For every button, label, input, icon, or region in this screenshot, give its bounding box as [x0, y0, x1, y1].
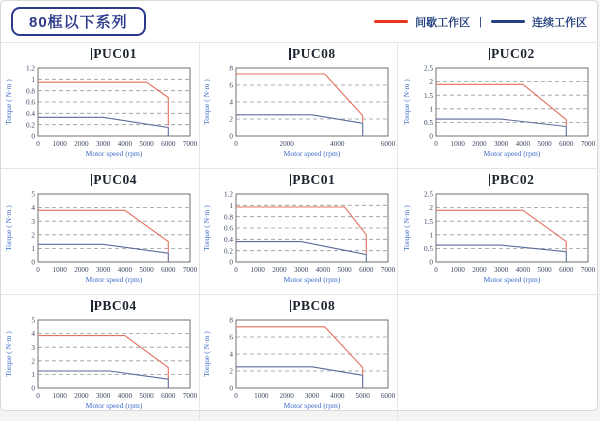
- svg-text:1000: 1000: [52, 392, 67, 400]
- series-title-badge: 80框以下系列: [11, 7, 146, 36]
- svg-text:Motor speed (rpm): Motor speed (rpm): [483, 275, 540, 284]
- svg-text:4000: 4000: [117, 392, 132, 400]
- svg-text:0.6: 0.6: [25, 98, 35, 107]
- svg-text:0.2: 0.2: [224, 247, 234, 256]
- svg-text:4: 4: [229, 350, 234, 359]
- svg-text:0: 0: [229, 258, 234, 267]
- svg-text:2: 2: [229, 367, 234, 376]
- svg-text:4000: 4000: [515, 266, 530, 274]
- svg-text:0: 0: [229, 384, 234, 393]
- svg-text:0.8: 0.8: [224, 213, 234, 222]
- svg-text:3000: 3000: [95, 266, 111, 274]
- svg-text:2.5: 2.5: [423, 64, 433, 73]
- chart-cell-pbc08: [200, 295, 399, 421]
- svg-text:6: 6: [229, 81, 234, 90]
- svg-text:1: 1: [31, 75, 35, 84]
- svg-text:2000: 2000: [74, 266, 89, 274]
- svg-text:1000: 1000: [254, 392, 270, 400]
- svg-text:5000: 5000: [355, 392, 371, 400]
- torque-speed-chart: [400, 188, 596, 294]
- svg-text:Motor speed (rpm): Motor speed (rpm): [284, 275, 341, 284]
- text-cursor: [91, 174, 93, 186]
- svg-text:1000: 1000: [450, 140, 465, 148]
- svg-text:Torque ( N·m ): Torque ( N·m ): [202, 205, 212, 251]
- svg-text:7000: 7000: [182, 392, 198, 400]
- intermittent-legend-label: 间歇工作区: [415, 16, 471, 29]
- svg-text:0.2: 0.2: [25, 121, 35, 130]
- svg-text:0: 0: [229, 132, 234, 141]
- svg-text:0.8: 0.8: [25, 87, 35, 96]
- svg-text:1000: 1000: [450, 266, 465, 274]
- chart-cell-puc01: [1, 43, 200, 169]
- legend-separator: |: [479, 15, 482, 28]
- svg-text:5000: 5000: [139, 266, 154, 274]
- svg-text:Torque ( N·m ): Torque ( N·m ): [401, 79, 411, 125]
- svg-text:1.5: 1.5: [423, 217, 433, 226]
- text-cursor: [91, 48, 93, 60]
- chart-cell-puc02: [398, 43, 597, 169]
- svg-text:0: 0: [36, 266, 40, 274]
- svg-text:5000: 5000: [537, 140, 552, 148]
- svg-text:1000: 1000: [52, 140, 67, 148]
- svg-text:4: 4: [31, 204, 35, 213]
- torque-speed-chart: [2, 62, 198, 168]
- svg-text:3000: 3000: [95, 140, 111, 148]
- svg-text:3: 3: [31, 343, 35, 352]
- continuous-line-swatch: [491, 20, 525, 23]
- svg-text:4000: 4000: [117, 140, 132, 148]
- svg-text:3000: 3000: [305, 392, 320, 400]
- svg-text:Torque ( N·m ): Torque ( N·m ): [3, 331, 13, 377]
- chart-title: PBC01: [292, 172, 336, 187]
- svg-text:2000: 2000: [74, 140, 89, 148]
- chart-cell-puc08: [200, 43, 399, 169]
- svg-text:Motor speed (rpm): Motor speed (rpm): [284, 149, 341, 158]
- svg-text:5: 5: [31, 316, 35, 325]
- svg-text:6000: 6000: [160, 392, 176, 400]
- chart-cell-pbc02: [398, 169, 597, 295]
- charts-grid: [1, 42, 597, 421]
- svg-text:2000: 2000: [279, 140, 295, 148]
- chart-cell-pbc04: [1, 295, 200, 421]
- svg-text:0: 0: [36, 392, 40, 400]
- svg-text:4000: 4000: [515, 140, 530, 148]
- svg-text:4: 4: [31, 330, 35, 339]
- svg-text:7000: 7000: [580, 266, 595, 274]
- svg-text:0: 0: [429, 258, 433, 267]
- svg-text:4: 4: [229, 98, 234, 107]
- svg-text:1000: 1000: [251, 266, 266, 274]
- torque-speed-chart: [400, 62, 596, 168]
- torque-speed-chart: [200, 314, 396, 420]
- svg-text:1.5: 1.5: [423, 91, 433, 100]
- svg-text:Motor speed (rpm): Motor speed (rpm): [284, 401, 341, 410]
- text-cursor: [91, 300, 93, 312]
- svg-text:0.5: 0.5: [423, 119, 433, 127]
- text-cursor: [289, 48, 291, 60]
- continuous-legend-label: 连续工作区: [532, 16, 587, 29]
- svg-text:4000: 4000: [316, 266, 331, 274]
- svg-text:5000: 5000: [139, 392, 154, 400]
- svg-text:6000: 6000: [160, 140, 176, 148]
- chart-cell-puc04: [1, 169, 200, 295]
- intermittent-line-swatch: [374, 20, 408, 23]
- svg-text:2: 2: [429, 78, 433, 87]
- svg-text:2000: 2000: [279, 392, 295, 400]
- svg-text:5000: 5000: [139, 140, 154, 148]
- svg-text:8: 8: [229, 316, 234, 325]
- svg-text:0: 0: [234, 140, 239, 148]
- svg-text:0: 0: [429, 132, 433, 141]
- svg-text:1: 1: [31, 371, 35, 379]
- svg-text:0: 0: [433, 140, 438, 148]
- torque-speed-chart: [200, 62, 396, 168]
- svg-text:6000: 6000: [359, 266, 374, 274]
- svg-text:4000: 4000: [117, 266, 132, 274]
- torque-speed-chart: [2, 188, 198, 294]
- text-cursor: [489, 48, 491, 60]
- svg-text:1: 1: [429, 105, 433, 114]
- svg-text:Motor speed (rpm): Motor speed (rpm): [85, 275, 143, 284]
- svg-text:Torque ( N·m ): Torque ( N·m ): [3, 79, 13, 125]
- svg-text:0: 0: [31, 258, 35, 267]
- svg-text:0: 0: [31, 384, 35, 393]
- chart-title: PUC01: [93, 46, 137, 61]
- chart-title: PUC02: [491, 46, 535, 61]
- svg-text:7000: 7000: [381, 266, 396, 274]
- svg-text:2000: 2000: [471, 266, 487, 274]
- svg-text:3000: 3000: [95, 392, 111, 400]
- svg-text:Torque ( N·m ): Torque ( N·m ): [202, 331, 212, 377]
- svg-text:3000: 3000: [294, 266, 309, 274]
- svg-text:2.5: 2.5: [423, 190, 433, 199]
- chart-title: PUC04: [93, 172, 137, 187]
- legend: [374, 14, 587, 30]
- svg-text:4000: 4000: [330, 392, 346, 400]
- svg-text:2000: 2000: [272, 266, 288, 274]
- svg-text:6000: 6000: [558, 266, 574, 274]
- empty-cell: [398, 295, 597, 421]
- svg-text:Torque ( N·m ): Torque ( N·m ): [401, 205, 411, 251]
- svg-text:Motor speed (rpm): Motor speed (rpm): [85, 401, 143, 410]
- svg-text:6000: 6000: [381, 392, 396, 400]
- chart-title: PBC08: [292, 298, 336, 313]
- svg-text:1.2: 1.2: [25, 64, 35, 73]
- svg-text:6000: 6000: [160, 266, 176, 274]
- svg-text:0: 0: [433, 266, 438, 274]
- torque-speed-chart: [2, 314, 198, 420]
- svg-text:0.4: 0.4: [224, 235, 234, 244]
- chart-cell-pbc01: [200, 169, 399, 295]
- svg-text:0: 0: [31, 132, 35, 141]
- svg-text:0: 0: [234, 392, 239, 400]
- svg-text:1: 1: [429, 231, 433, 240]
- svg-text:0: 0: [234, 266, 239, 274]
- svg-text:3: 3: [31, 217, 35, 226]
- svg-text:Motor speed (rpm): Motor speed (rpm): [85, 149, 143, 158]
- text-cursor: [290, 300, 292, 312]
- svg-text:3000: 3000: [493, 266, 508, 274]
- svg-text:1000: 1000: [52, 266, 67, 274]
- svg-text:0.5: 0.5: [423, 245, 433, 253]
- svg-text:1.2: 1.2: [224, 190, 234, 199]
- svg-text:0.6: 0.6: [224, 224, 234, 233]
- svg-text:3000: 3000: [493, 140, 508, 148]
- svg-text:5: 5: [31, 190, 35, 199]
- svg-text:6: 6: [229, 333, 234, 342]
- svg-text:4000: 4000: [330, 140, 346, 148]
- svg-text:7000: 7000: [580, 140, 595, 148]
- svg-text:1: 1: [31, 245, 35, 253]
- svg-text:2: 2: [31, 357, 35, 366]
- svg-text:5000: 5000: [337, 266, 353, 274]
- chart-title: PBC04: [93, 298, 137, 313]
- svg-text:2: 2: [31, 231, 35, 240]
- svg-text:0: 0: [36, 140, 40, 148]
- svg-text:7000: 7000: [182, 266, 198, 274]
- svg-text:6000: 6000: [381, 140, 396, 148]
- torque-speed-chart: [200, 188, 396, 294]
- svg-text:1: 1: [229, 201, 234, 210]
- chart-title: PBC02: [491, 172, 535, 187]
- svg-text:6000: 6000: [558, 140, 574, 148]
- svg-text:Torque ( N·m ): Torque ( N·m ): [202, 79, 212, 125]
- svg-text:2: 2: [229, 115, 234, 124]
- page-header: [1, 1, 597, 42]
- text-cursor: [290, 174, 292, 186]
- svg-text:Torque ( N·m ): Torque ( N·m ): [3, 205, 13, 251]
- svg-text:5000: 5000: [537, 266, 552, 274]
- svg-text:2000: 2000: [471, 140, 487, 148]
- chart-title: PUC08: [291, 46, 336, 61]
- svg-text:2: 2: [429, 204, 433, 213]
- svg-text:Motor speed (rpm): Motor speed (rpm): [483, 149, 540, 158]
- svg-text:0.4: 0.4: [25, 109, 35, 118]
- svg-text:7000: 7000: [182, 140, 198, 148]
- svg-text:2000: 2000: [74, 392, 89, 400]
- svg-text:8: 8: [229, 64, 234, 73]
